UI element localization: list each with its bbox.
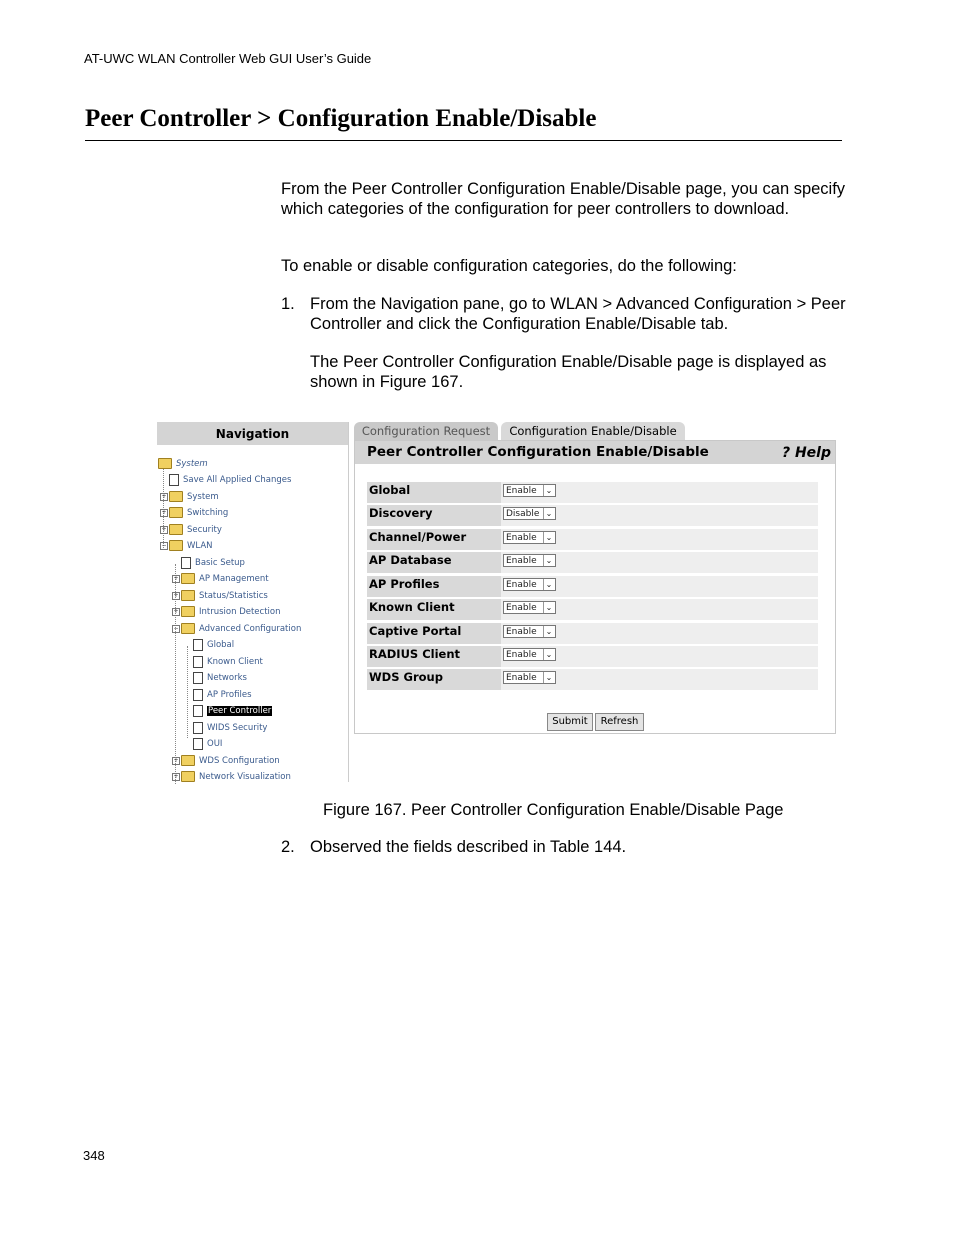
expand-icon[interactable]: + xyxy=(173,591,179,599)
step-1 xyxy=(281,294,846,334)
tree-item-ap-management[interactable]: + AP Management xyxy=(173,574,269,584)
expand-icon[interactable]: + xyxy=(173,607,179,615)
tab-configuration-request[interactable]: Configuration Request xyxy=(354,422,498,441)
config-label: AP Profiles xyxy=(367,576,501,597)
config-label: Channel/Power xyxy=(367,529,501,550)
config-row-wds-group xyxy=(367,669,818,690)
ap-profiles-select[interactable]: Enable ⌄ xyxy=(503,578,556,591)
tree-item-network-visualization[interactable]: + Network Visualization xyxy=(173,772,291,782)
section-title: Peer Controller > Configuration Enable/Disable xyxy=(85,105,597,132)
config-row-discovery xyxy=(367,505,818,526)
config-label: AP Database xyxy=(367,552,501,573)
tree-item-networks[interactable]: Networks xyxy=(193,670,247,686)
config-row-channel-power xyxy=(367,529,818,550)
document-icon xyxy=(193,722,203,734)
ap-database-select[interactable]: Enable ⌄ xyxy=(503,554,556,567)
step-text: Observed the fields described in Table 144. xyxy=(310,838,627,856)
instruction-paragraph: To enable or disable configuration categories, do the following: xyxy=(281,257,737,275)
document-icon xyxy=(193,639,203,651)
document-icon xyxy=(193,705,203,717)
folder-icon xyxy=(181,573,195,584)
config-row-global xyxy=(367,482,818,503)
config-label: Captive Portal xyxy=(367,623,501,644)
expand-icon[interactable]: + xyxy=(173,574,179,582)
config-label: RADIUS Client xyxy=(367,646,501,667)
config-label: Discovery xyxy=(367,505,501,526)
document-icon xyxy=(181,557,191,569)
folder-icon xyxy=(169,491,183,502)
config-row-known-client xyxy=(367,599,818,620)
expand-icon[interactable]: + xyxy=(161,525,167,533)
config-label: Known Client xyxy=(367,599,501,620)
config-row-radius-client xyxy=(367,646,818,667)
step-number: 1. xyxy=(281,295,295,313)
chevron-down-icon: ⌄ xyxy=(543,579,554,590)
open-folder-icon xyxy=(169,540,183,551)
title-rule xyxy=(85,140,842,141)
expand-icon[interactable]: + xyxy=(161,508,167,516)
channel-power-select[interactable]: Enable ⌄ xyxy=(503,531,556,544)
tree-item-wlan[interactable]: − WLAN xyxy=(161,541,213,551)
help-link[interactable]: ? Help xyxy=(781,445,831,461)
step-1-result: The Peer Controller Configuration Enable/Disable page is displayed as shown in Figure 167. xyxy=(310,353,827,391)
chevron-down-icon: ⌄ xyxy=(543,649,554,660)
tree-item-save-all[interactable]: Save All Applied Changes xyxy=(169,472,291,488)
captive-portal-select[interactable]: Enable ⌄ xyxy=(503,625,556,638)
tree-item-known-client[interactable]: Known Client xyxy=(193,654,263,670)
folder-icon xyxy=(181,771,195,782)
folder-icon xyxy=(181,590,195,601)
tree-item-switching[interactable]: + Switching xyxy=(161,508,229,518)
document-icon xyxy=(193,656,203,668)
navigation-header: Navigation xyxy=(157,422,348,445)
document-icon xyxy=(193,672,203,684)
tree-item-ap-profiles[interactable]: AP Profiles xyxy=(193,687,252,703)
panel-title: Peer Controller Configuration Enable/Disable xyxy=(367,444,709,460)
chevron-down-icon: ⌄ xyxy=(543,485,554,496)
open-folder-icon xyxy=(158,458,172,469)
chevron-down-icon: ⌄ xyxy=(543,508,554,519)
open-folder-icon xyxy=(181,623,195,634)
tree-item-basic-setup[interactable]: Basic Setup xyxy=(181,555,245,571)
folder-icon xyxy=(181,755,195,766)
tree-item-wds-configuration[interactable]: + WDS Configuration xyxy=(173,756,280,766)
discovery-select[interactable]: Disable ⌄ xyxy=(503,507,556,520)
document-icon xyxy=(169,474,179,486)
panel-title-bar xyxy=(355,441,835,464)
tree-item-oui[interactable]: OUI xyxy=(193,736,222,752)
content-panel xyxy=(354,440,836,734)
known-client-select[interactable]: Enable ⌄ xyxy=(503,601,556,614)
tree-item-system[interactable]: + System xyxy=(161,492,219,502)
running-header: AT-UWC WLAN Controller Web GUI User’s Guide xyxy=(84,51,372,66)
refresh-button[interactable]: Refresh xyxy=(595,713,644,731)
document-icon xyxy=(193,689,203,701)
folder-icon xyxy=(169,524,183,535)
chevron-down-icon: ⌄ xyxy=(543,626,554,637)
tree-item-system-root[interactable]: System xyxy=(158,456,208,472)
figure-caption: Figure 167. Peer Controller Configuration Enable/Disable Page xyxy=(323,801,784,819)
collapse-icon[interactable]: − xyxy=(161,541,167,549)
expand-icon[interactable]: + xyxy=(161,492,167,500)
chevron-down-icon: ⌄ xyxy=(543,602,554,613)
expand-icon[interactable]: + xyxy=(173,756,179,764)
page-number: 348 xyxy=(83,1148,105,1163)
document-icon xyxy=(193,738,203,750)
tree-item-global[interactable]: Global xyxy=(193,637,234,653)
chevron-down-icon: ⌄ xyxy=(543,672,554,683)
radius-client-select[interactable]: Enable ⌄ xyxy=(503,648,556,661)
config-row-ap-database xyxy=(367,552,818,573)
config-label: Global xyxy=(367,482,501,503)
config-row-captive-portal xyxy=(367,623,818,644)
global-select[interactable]: Enable ⌄ xyxy=(503,484,556,497)
folder-icon xyxy=(169,507,183,518)
step-number: 2. xyxy=(281,838,295,856)
tree-item-peer-controller[interactable]: Peer Controller xyxy=(193,703,272,719)
chevron-down-icon: ⌄ xyxy=(543,532,554,543)
step-text: From the Navigation pane, go to WLAN > Advanced Configuration > Peer Controller and click the Configuration Enable/Disable tab. xyxy=(310,295,846,333)
intro-paragraph: From the Peer Controller Configuration Enable/Disable page, you can specify which categories of the configuration for peer controllers to download. xyxy=(281,180,846,218)
config-row-ap-profiles xyxy=(367,576,818,597)
tree-item-intrusion-detection[interactable]: + Intrusion Detection xyxy=(173,607,281,617)
navigation-pane xyxy=(157,422,349,782)
tree-item-advanced-configuration[interactable]: − Advanced Configuration xyxy=(173,624,302,634)
wds-group-select[interactable]: Enable ⌄ xyxy=(503,671,556,684)
folder-icon xyxy=(181,606,195,617)
tree-item-status-statistics[interactable]: + Status/Statistics xyxy=(173,591,268,601)
collapse-icon[interactable]: − xyxy=(173,624,179,632)
config-label: WDS Group xyxy=(367,669,501,690)
step-2 xyxy=(281,837,846,857)
tree-item-wids-security[interactable]: WIDS Security xyxy=(193,720,267,736)
tab-configuration-enable-disable[interactable]: Configuration Enable/Disable xyxy=(501,422,685,441)
submit-button[interactable]: Submit xyxy=(547,713,593,731)
expand-icon[interactable]: + xyxy=(173,772,179,780)
tree-item-security[interactable]: + Security xyxy=(161,525,222,535)
chevron-down-icon: ⌄ xyxy=(543,555,554,566)
